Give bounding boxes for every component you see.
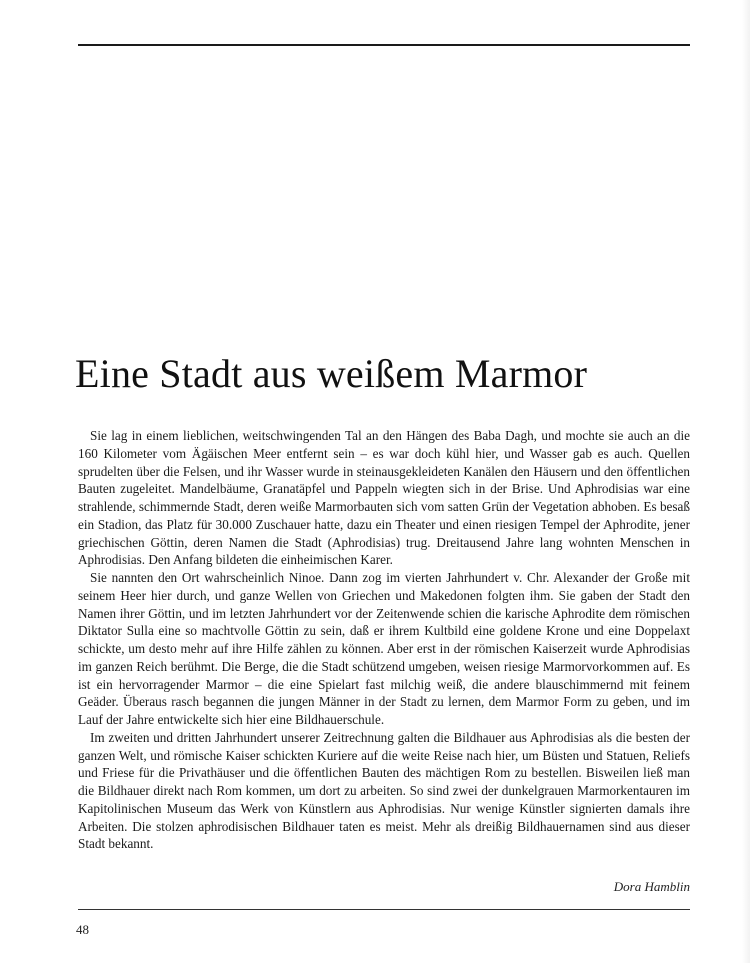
top-rule bbox=[78, 44, 690, 46]
article-paragraph-2: Sie nannten den Ort wahrscheinlich Ninoe. Dann zog im vierten Jahrhundert v. Chr. Alexander der Große mit seinem Heer hier durch, und ganze Wellen von Griechen und Makedonen folgten ihm. Sie gaben der Stadt den Namen ihrer Göttin, und im letzten Jahrhundert vor der Zeitenwende schien die karische Aphrodite dem römischen Diktator Sulla eine so machtvolle Göttin zu sein, daß er ihrem Kultbild eine goldene Krone und eine Doppelaxt schickte, um desto mehr auf ihre Hilfe zählen zu können. Aber erst in der römischen Kaiserzeit wurde Aphrodisias im ganzen Reich berühmt. Die Berge, die die Stadt schützend umgeben, weisen riesige Marmorvorkommen auf. Es ist ein hervorragender Marmor – die eine Spielart fast milchig weiß, die andere blauschimmernd mit feinem Geäder. Überaus rasch begannen die jungen Männer in der Stadt zu lernen, dem Marmor Form zu geben, und im Lauf der Jahre entwickelte sich hier eine Bildhauerschule. bbox=[78, 570, 690, 727]
article-body bbox=[78, 427, 690, 853]
page-edge-shadow bbox=[742, 0, 750, 963]
author-signature: Dora Hamblin bbox=[613, 879, 690, 894]
article-title: Eine Stadt aus weißem Marmor bbox=[75, 351, 588, 396]
bottom-rule bbox=[78, 909, 690, 910]
article-paragraph-1: Sie lag in einem lieblichen, weitschwingenden Tal an den Hängen des Baba Dagh, und mochte sie auch an die 160 Kilometer vom Ägäischen Meer entfernt sein – es war doch kühl hier, und Wasser gab es auch. Quellen sprudelten über die Felsen, und ihr Wasser wurde in steinausgekleideten Kanälen den Häusern und den öffentlichen Bauten zugeleitet. Mandelbäume, Granatäpfel und Pappeln wiegten sich in der Brise. Und Aphrodisias war eine strahlende, schimmernde Stadt, deren weiße Marmorbauten sich vom satten Grün der Vegetation abhoben. Es besaß ein Stadion, das Platz für 30.000 Zuschauer hatte, dazu ein Theater und einen riesigen Tempel der Aphrodite, jener griechischen Göttin, deren Namen die Stadt (Aphrodisias) trug. Dreitausend Jahre lang wohnten Menschen in Aphrodisias. Den Anfang bildeten die einheimischen Karer. bbox=[78, 428, 690, 568]
article-paragraph-3: Im zweiten und dritten Jahrhundert unserer Zeitrechnung galten die Bildhauer aus Aphrodisias als die besten der ganzen Welt, und römische Kaiser schickten Kuriere auf die weite Reise nach hier, um Büsten und Statuen, Reliefs und Friese für die Privathäuser und die öffentlichen Bauten des mächtigen Rom zu bestellen. Bisweilen ließ man die Bildhauer direkt nach Rom kommen, um dort zu arbeiten. So sind zwei der dunkelgrauen Marmorkentauren im Kapitolinischen Museum das Werk von Künstlern aus Aphrodisias. Nur wenige Künstler signierten damals ihre Arbeiten. Die stolzen aphrodisischen Bildhauer taten es meist. Mehr als dreißig Bildhauernamen sind aus dieser Stadt bekannt. bbox=[78, 729, 690, 852]
page-number: 48 bbox=[76, 922, 89, 937]
